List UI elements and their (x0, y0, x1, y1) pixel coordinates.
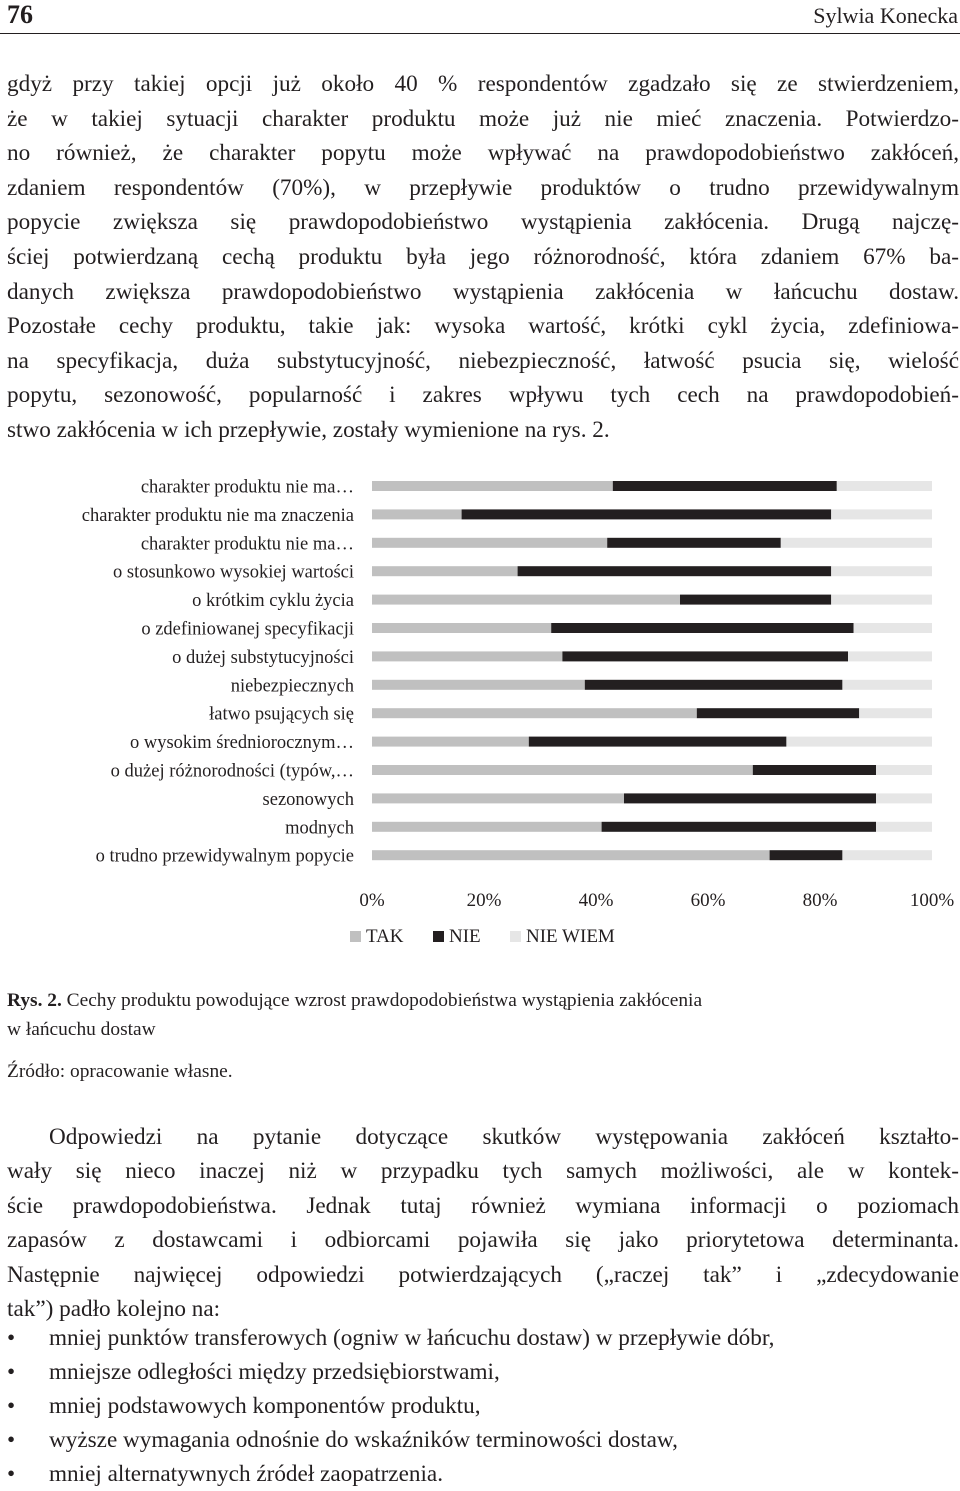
paragraph-line: Następnie najwięcej odpowiedzi potwierdzających („raczej tak” i „zdecydowanie (7, 1261, 959, 1288)
legend-label: NIE (449, 926, 481, 947)
bullet-glyph: • (7, 1393, 16, 1419)
bar-segment (372, 509, 462, 519)
paragraph-line: wały się nieco inaczej niż w przypadku tych samych możliwości, ale w kontek- (7, 1158, 959, 1185)
paragraph-line: Odpowiedzi na pytanie dotyczące skutków występowania zakłóceń kształto- (49, 1124, 959, 1150)
list-item (7, 1389, 959, 1423)
bar-segment (753, 765, 876, 775)
body-paragraph-2 (7, 1120, 959, 1326)
bar-segment (613, 481, 837, 491)
bar-segment (831, 509, 932, 519)
paragraph-line: popycie zwiększa się prawdopodobieństwo wystąpienia zakłócenia. Drugą najczę- (7, 209, 959, 236)
category-label: charakter produktu nie ma… (140, 534, 354, 555)
legend-swatch (433, 931, 444, 942)
x-tick-label: 100% (909, 890, 955, 911)
list-item (7, 1423, 959, 1457)
paragraph-line: że w takiej sytuacji charakter produktu może już nie mieć znaczenia. Potwierdzo- (7, 105, 959, 132)
bullet-glyph: • (7, 1325, 16, 1351)
legend-swatch (350, 931, 361, 942)
figure-source: Źródło: opracowanie własne. (7, 1061, 233, 1082)
bar-segment (529, 737, 787, 747)
x-tick-label: 0% (359, 890, 385, 911)
bar-segment (842, 850, 932, 860)
bullet-glyph: • (7, 1461, 16, 1487)
category-label: o dużej substytucyjności (172, 647, 354, 668)
x-axis-ticks (359, 890, 954, 911)
page-number: 76 (7, 0, 33, 29)
bar-segment (607, 538, 781, 548)
bar-segment (831, 595, 932, 605)
paragraph-line: tak”) padło kolejno na: (7, 1296, 221, 1323)
page-header (0, 0, 960, 34)
bar-segment (372, 822, 602, 832)
bar-segment (372, 793, 624, 803)
list-item-text: mniejsze odległości między przedsiębiorstwami, (49, 1359, 500, 1385)
bar-segment (876, 822, 932, 832)
paragraph-line: popytu, sezonowość, popularność i zakres wpływu tych cech na prawdopodobień- (7, 382, 959, 409)
bullet-list (7, 1321, 959, 1491)
list-item (7, 1355, 959, 1389)
list-item-text: mniej alternatywnych źródeł zaopatrzenia. (49, 1461, 443, 1487)
legend-label: TAK (366, 926, 404, 947)
bar-segment (551, 623, 853, 633)
x-tick-label: 80% (802, 890, 838, 911)
x-tick-label: 60% (690, 890, 726, 911)
category-label: o trudno przewidywalnym popycie (95, 846, 354, 867)
bar-segment (680, 595, 831, 605)
bar-segment (562, 651, 848, 661)
bar-segment (697, 708, 859, 718)
bar-segment (372, 680, 585, 690)
paragraph-line: danych zwiększa prawdopodobieństwo wystąpienia zakłócenia w łańcuchu dostaw. (7, 278, 959, 305)
paragraph-line: zapasów z dostawcami i odbiorcami pojawiła się jako priorytetowa determinanta. (7, 1227, 959, 1254)
category-labels (82, 478, 354, 867)
category-label: sezonowych (262, 789, 354, 810)
x-tick-label: 20% (466, 890, 502, 911)
category-label: o krótkim cyklu życia (192, 591, 354, 612)
category-label: łatwo psujących się (209, 704, 354, 725)
bar-segment (372, 708, 697, 718)
paragraph-line: stwo zakłócenia w ich przepływie, zostały wymienione na rys. 2. (7, 416, 610, 443)
bar-segment (859, 708, 932, 718)
bar-segment (372, 481, 613, 491)
running-head-author: Sylwia Konecka (813, 3, 958, 28)
category-label: o stosunkowo wysokiej wartości (113, 562, 354, 583)
bar-segment (462, 509, 832, 519)
legend-label: NIE WIEM (526, 926, 615, 947)
x-tick-label: 40% (578, 890, 614, 911)
list-item-text: mniej podstawowych komponentów produktu, (49, 1393, 481, 1419)
paragraph-line: na specyfikacja, duża substytucyjność, niebezpieczność, łatwość psucia się, wielość (7, 347, 959, 374)
category-label: o wysokim średniorocznym… (129, 733, 354, 754)
list-item-text: wyższe wymagania odnośnie do wskaźników terminowości dostaw, (49, 1427, 678, 1453)
bar-segment (848, 651, 932, 661)
figure-label: Rys. 2. (7, 990, 62, 1011)
paragraph-line: zdaniem respondentów (70%), w przepływie produktów o trudno przewidywalnym (7, 174, 959, 201)
bar-segment (781, 538, 932, 548)
bar-segment (786, 737, 932, 747)
bar-segment (602, 822, 876, 832)
list-item-text: mniej punktów transferowych (ogniw w łańcuchu dostaw) w przepływie dóbr, (49, 1325, 775, 1351)
bar-segment (624, 793, 876, 803)
bar-segment (372, 737, 529, 747)
bar-segment (372, 623, 551, 633)
figure-caption (7, 986, 957, 1044)
category-label: charakter produktu nie ma znaczenia (81, 505, 354, 526)
bar-segment (372, 651, 562, 661)
bar-segment (842, 680, 932, 690)
bar-segment (876, 765, 932, 775)
bar-segment (372, 850, 770, 860)
bar-segment (372, 765, 753, 775)
bullet-glyph: • (7, 1427, 16, 1453)
category-label: modnych (285, 818, 354, 839)
category-label: charakter produktu nie ma… (140, 477, 354, 498)
category-label: niebezpiecznych (230, 676, 354, 697)
chart-bars (372, 481, 932, 860)
paragraph-line: ście prawdopodobieństwa. Jednak tutaj również wymiana informacji o poziomach (7, 1192, 959, 1219)
paragraph-line: Pozostałe cechy produktu, takie jak: wysoka wartość, krótki cykl życia, zdefiniowa- (7, 313, 959, 340)
bar-segment (837, 481, 932, 491)
paragraph-line: gdyż przy takiej opcji już około 40 % respondentów zgadzało się ze stwierdzeniem, (7, 71, 959, 97)
bullet-glyph: • (7, 1359, 16, 1385)
bar-segment (372, 538, 607, 548)
stacked-bar-chart (0, 470, 960, 970)
paragraph-line: no również, że charakter popytu może wpływać na prawdopodobieństwo zakłóceń, (7, 140, 959, 167)
list-item (7, 1321, 959, 1355)
legend-swatch (510, 931, 521, 942)
bar-segment (372, 566, 518, 576)
list-item (7, 1457, 959, 1491)
category-label: o zdefiniowanej specyfikacji (141, 619, 354, 640)
category-label: o dużej różnorodności (typów,… (110, 761, 354, 782)
bar-segment (518, 566, 832, 576)
chart-legend (350, 926, 615, 947)
bar-segment (770, 850, 843, 860)
header-rule (0, 33, 960, 34)
figure-caption-text-2: w łańcuchu dostaw (7, 1019, 156, 1040)
bar-segment (831, 566, 932, 576)
bar-segment (585, 680, 843, 690)
paragraph-line: ściej potwierdzaną cechą produktu była jego różnorodność, która zdaniem 67% ba- (7, 243, 959, 270)
bar-segment (372, 595, 680, 605)
bar-segment (876, 793, 932, 803)
bar-segment (854, 623, 932, 633)
body-paragraph-1 (7, 67, 959, 448)
figure-caption-text: Cechy produktu powodujące wzrost prawdopodobieństwa wystąpienia zakłócenia (61, 990, 703, 1011)
